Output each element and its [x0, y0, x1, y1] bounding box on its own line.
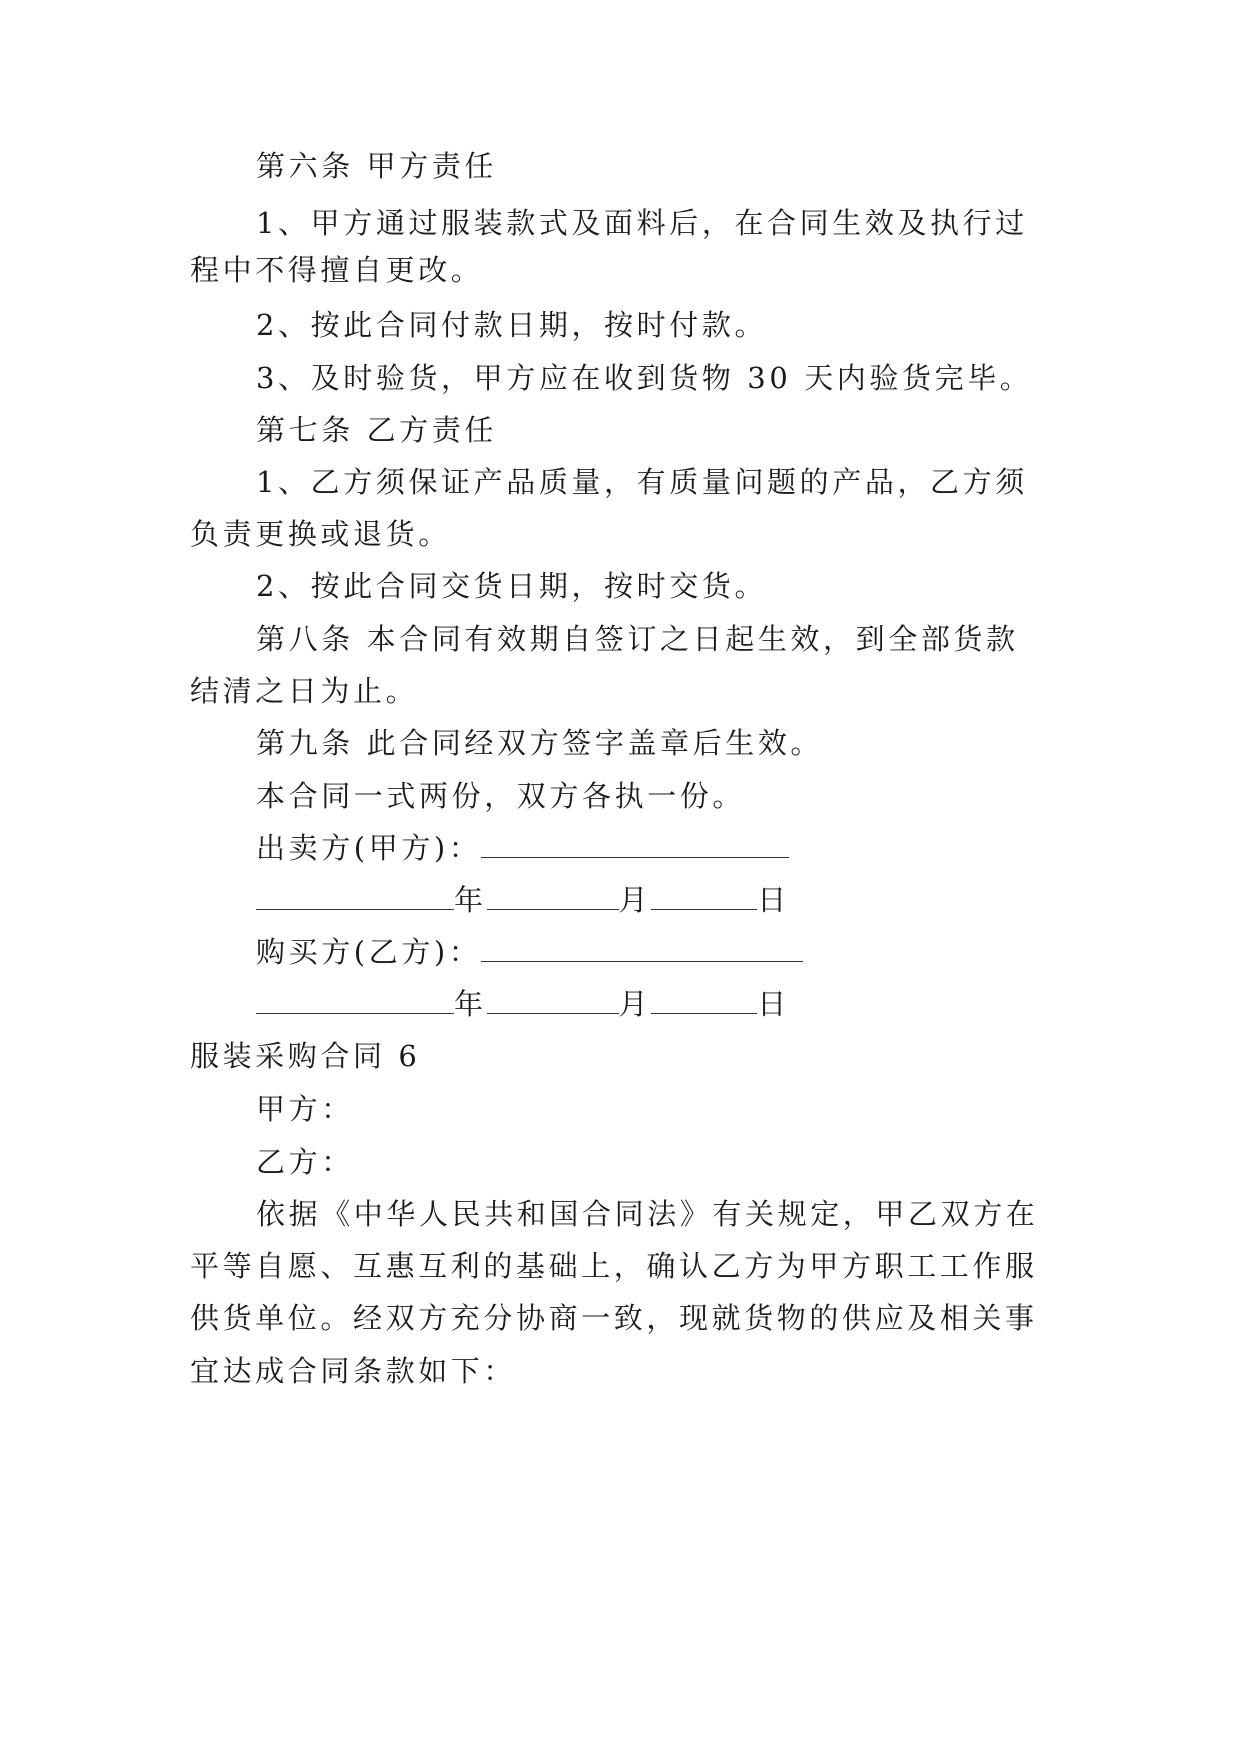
party-b-label: 乙方： — [256, 1145, 354, 1179]
seller-year-char: 年 — [454, 883, 487, 917]
buyer-day-blank — [651, 985, 757, 1014]
seller-day-blank — [651, 881, 757, 910]
seller-signature-line — [256, 828, 789, 868]
article-6-item-1: 1、甲方通过服装款式及面料后，在合同生效及执行过 — [256, 206, 1028, 240]
article-8: 第八条 本合同有效期自签订之日起生效，到全部货款 — [256, 622, 1019, 656]
buyer-signature-line — [256, 932, 803, 972]
buyer-year-blank — [256, 985, 454, 1014]
buyer-year-char: 年 — [454, 987, 487, 1021]
article-8-cont: 结清之日为止。 — [190, 674, 419, 708]
seller-day-char: 日 — [757, 883, 790, 917]
buyer-day-char: 日 — [757, 987, 790, 1021]
intro-line-3: 供货单位。经双方充分协商一致，现就货物的供应及相关事 — [190, 1301, 1038, 1335]
buyer-month-blank — [487, 985, 619, 1014]
article-7-heading: 第七条 乙方责任 — [256, 413, 498, 447]
article-7-item-1: 1、乙方须保证产品质量，有质量问题的产品，乙方须 — [256, 465, 1028, 499]
article-6-heading: 第六条 甲方责任 — [256, 149, 498, 183]
seller-date-line — [256, 880, 790, 920]
party-a-label: 甲方： — [256, 1092, 354, 1126]
seller-month-blank — [487, 881, 619, 910]
article-7-item-2: 2、按此合同交货日期，按时交货。 — [256, 569, 768, 603]
article-6-item-1-cont: 程中不得擅自更改。 — [190, 253, 484, 287]
intro-line-2: 平等自愿、互惠互利的基础上，确认乙方为甲方职工工作服 — [190, 1249, 1038, 1283]
intro-line-1: 依据《中华人民共和国合同法》有关规定，甲乙双方在 — [256, 1197, 1039, 1231]
buyer-signature-blank — [481, 933, 803, 962]
intro-line-4: 宜达成合同条款如下： — [190, 1354, 517, 1388]
article-6-item-3: 3、及时验货，甲方应在收到货物 30 天内验货完毕。 — [256, 361, 1033, 395]
article-6-item-2: 2、按此合同付款日期，按时付款。 — [256, 308, 768, 342]
article-9: 第九条 此合同经双方签字盖章后生效。 — [256, 726, 824, 760]
buyer-month-char: 月 — [618, 987, 652, 1021]
article-7-item-1-cont: 负责更换或退货。 — [190, 517, 451, 551]
seller-month-char: 月 — [618, 883, 652, 917]
section-title: 服装采购合同 6 — [190, 1039, 421, 1073]
seller-label: 出卖方(甲方)： — [256, 831, 482, 865]
seller-year-blank — [256, 881, 454, 910]
seller-signature-blank — [481, 829, 789, 858]
buyer-label: 购买方(乙方)： — [256, 935, 482, 969]
buyer-date-line — [256, 984, 790, 1024]
copies-note: 本合同一式两份，双方各执一份。 — [256, 779, 746, 813]
